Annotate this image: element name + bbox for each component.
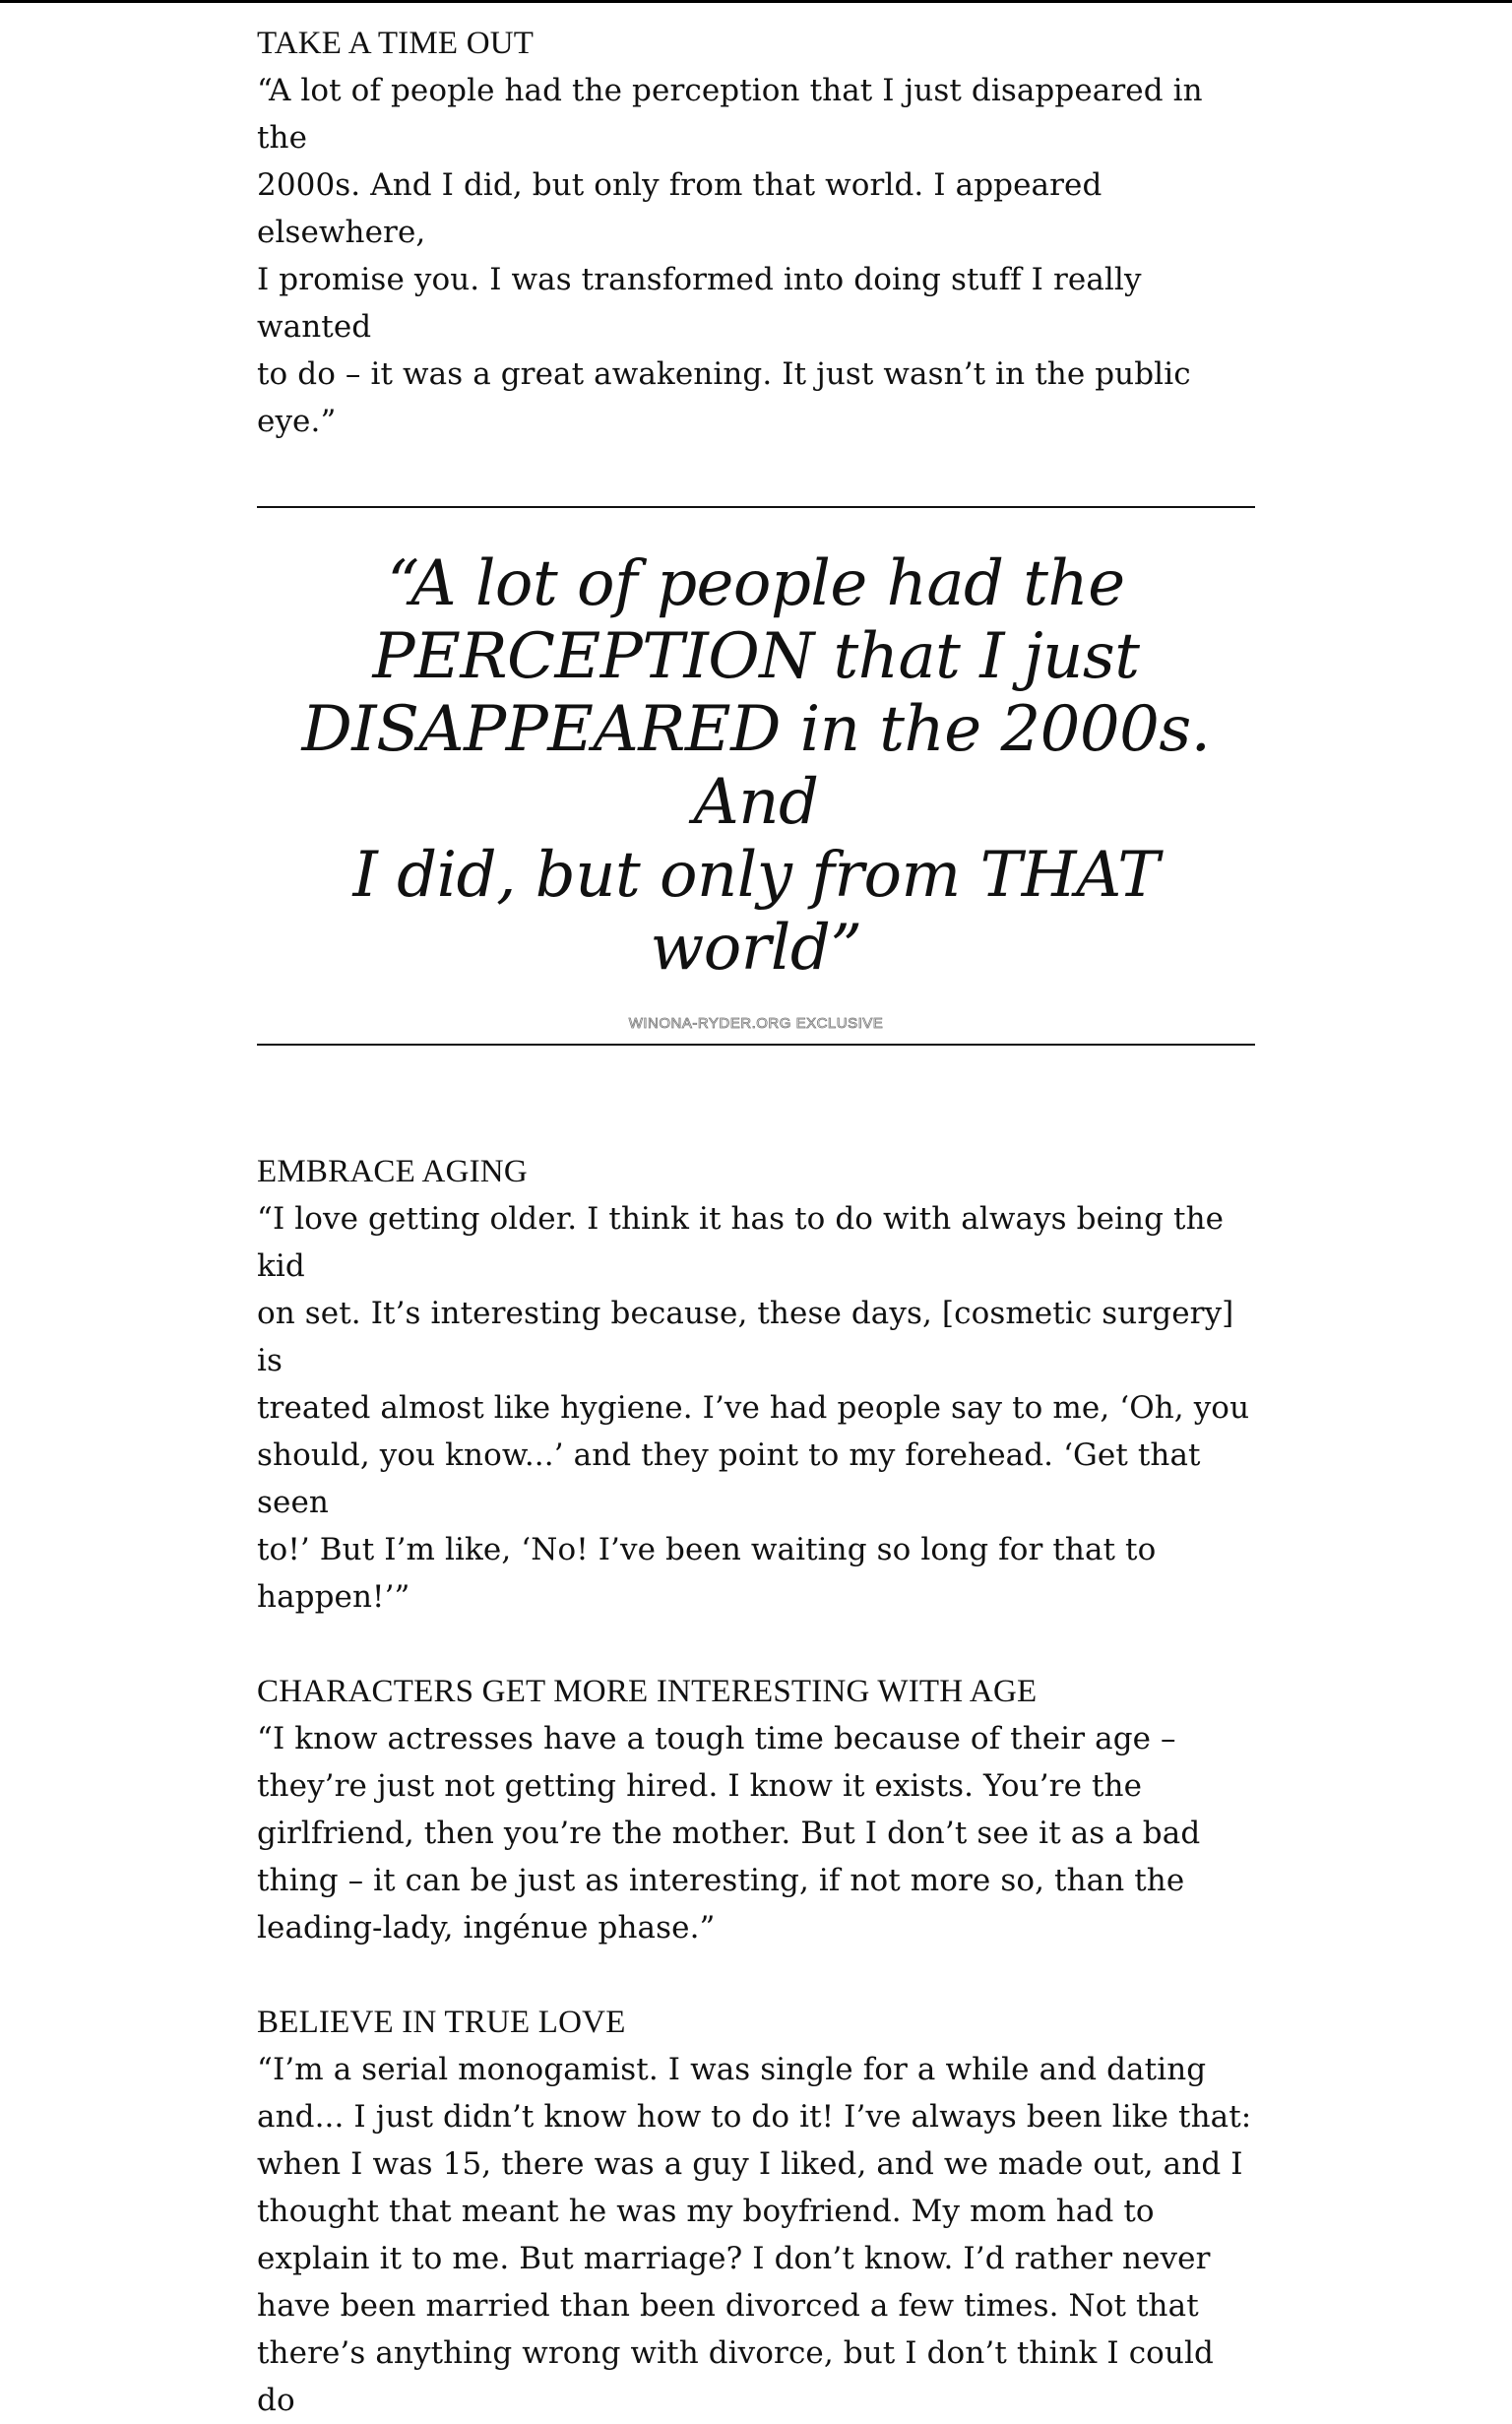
body-line: they’re just not getting hired. I know it exists. You’re the <box>257 1768 1143 1804</box>
body-line: girlfriend, then you’re the mother. But I don’t see it as a bad <box>257 1816 1201 1851</box>
section-take-a-time-out <box>257 20 1255 445</box>
top-rule <box>0 0 1512 3</box>
section-heading: CHARACTERS GET MORE INTERESTING WITH AGE <box>257 1674 1038 1709</box>
section-body <box>257 1715 1255 1951</box>
section-body <box>257 1195 1255 1621</box>
body-line: should, you know...’ and they point to my forehead. ‘Get that seen <box>257 1437 1201 1520</box>
body-line: leading-lady, ingénue phase.” <box>257 1910 716 1946</box>
section-embrace-aging <box>257 1148 1255 1621</box>
body-line: 2000s. And I did, but only from that world. I appeared elsewhere, <box>257 167 1102 250</box>
section-heading: EMBRACE AGING <box>257 1154 528 1189</box>
pull-quote <box>257 506 1255 1046</box>
section-characters-age <box>257 1668 1255 1951</box>
pull-quote-line: I did, but only from THAT world” <box>352 839 1160 985</box>
body-line: “I know actresses have a tough time because of their age – <box>257 1721 1176 1756</box>
pull-quote-line: “A lot of people had the <box>387 547 1125 620</box>
body-line: there’s anything wrong with divorce, but I don’t think I could do <box>257 2335 1214 2418</box>
watermark-source: WINONA-RYDER.ORG EXCLUSIVE <box>628 1015 884 1032</box>
body-line: “I’m a serial monogamist. I was single for a while and dating <box>257 2052 1207 2087</box>
section-body <box>257 2046 1255 2424</box>
article-body <box>257 20 1255 2424</box>
body-line: treated almost like hygiene. I’ve had people say to me, ‘Oh, you <box>257 1390 1250 1426</box>
body-line: I promise you. I was transformed into doing stuff I really wanted <box>257 262 1142 345</box>
pull-quote-line: PERCEPTION that I just <box>372 620 1140 693</box>
section-heading: BELIEVE IN TRUE LOVE <box>257 2005 626 2040</box>
body-line: thought that meant he was my boyfriend. My mom had to <box>257 2194 1155 2229</box>
body-line: explain it to me. But marriage? I don’t know. I’d rather never <box>257 2241 1211 2276</box>
body-line: “I love getting older. I think it has to do with always being the kid <box>257 1201 1225 1284</box>
body-line: happen!’” <box>257 1579 410 1615</box>
body-line: on set. It’s interesting because, these days, [cosmetic surgery] is <box>257 1296 1234 1378</box>
body-line: to!’ But I’m like, ‘No! I’ve been waiting so long for that to <box>257 1532 1157 1567</box>
body-line: have been married than been divorced a few times. Not that <box>257 2288 1199 2324</box>
pull-quote-text <box>257 547 1255 985</box>
section-heading: TAKE A TIME OUT <box>257 26 535 61</box>
section-body <box>257 67 1255 445</box>
body-line: to do – it was a great awakening. It just wasn’t in the public eye.” <box>257 356 1191 439</box>
body-line: when I was 15, there was a guy I liked, and we made out, and I <box>257 2146 1243 2182</box>
body-line: thing – it can be just as interesting, if not more so, than the <box>257 1863 1185 1898</box>
section-true-love <box>257 1999 1255 2424</box>
body-line: and... I just didn’t know how to do it! I’ve always been like that: <box>257 2099 1252 2135</box>
body-line: “A lot of people had the perception that I just disappeared in the <box>257 73 1203 156</box>
pull-quote-line: DISAPPEARED in the 2000s. And <box>301 693 1211 839</box>
